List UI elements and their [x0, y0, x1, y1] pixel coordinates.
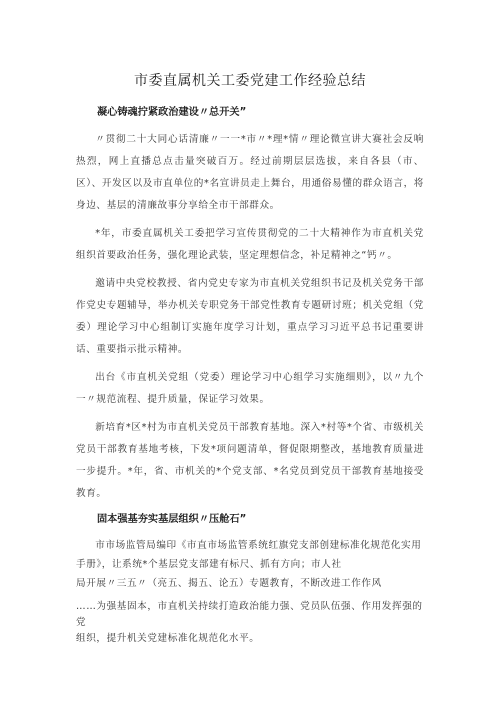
paragraph-7-line-1: ……为强基固本，市直机关持续打造政治能力强、党员队伍强、作用发挥强的党: [76, 601, 423, 628]
paragraph-3: 邀请中央党校教授、省内党史专家为市直机关党组织书记及机关党务干部作党史专题辅导，举办机关专职党务干部党性教育专题研讨班；机关党组（党委）理论学习中心组制订实施年度学习计划，重点学习习近平总书记重要讲话、重要指示批示精神。: [76, 278, 424, 355]
section-heading-political: 凝心铸魂拧紧政治建设〃总开关”: [97, 107, 247, 118]
paragraph-2: *年，市委直属机关工委把学习宣传贯彻党的二十大精神作为市直机关党组织首要政治任务，强化理论武装，坚定理想信念，补足精神之“钙〃。: [76, 228, 424, 261]
paragraph-1: 〃贯彻二十大同心话清廉〃一一*市〃*理*情〃理论微宣讲大赛社会反响热烈，网上直播总点击量突破百万。经过前期层层选拔，来自各县（市、区）、开发区以及市直单位的*名宣讲员走上舞台，用通俗易懂的群众语言，将身边、基层的清廉故事分享给全市干部群众。: [76, 134, 424, 211]
paragraph-6-line-2: 手册》，让系统*个基层党支部建有标尺、抓有方向；市人社: [76, 559, 342, 570]
paragraph-6-line-1: 市市场监管局编印《市直市场监管系统红旗党支部创建标准化规范化实用: [95, 540, 422, 551]
paragraph-7-line-2: 组织，提升机关党建标准化规范化水平。: [76, 633, 260, 644]
section-heading-grassroots: 固本强基夯实基层组织〃压舱石”: [97, 514, 247, 525]
paragraph-6-line-3: 局开展〃三五〃（亮五、揭五、论五）专题教育，不断改进工作作风: [76, 578, 382, 589]
document-title: 市委直属机关工委党建工作经验总结: [134, 73, 366, 89]
paragraph-4: 出台《市直机关党组（党委）理论学习中心组学习实施细则》，以〃九个一〃规范流程、提升质量，保证学习效果。: [76, 372, 424, 405]
paragraph-5: 新培育*区*村为市直机关党员干部教育基地。深入*村等*个省、市级机关党员干部教育基地考核，下发*项问题清单，督促限期整改，基地教育质量进一步提升。*年，省、市机关的*个党支部、*名党员到党员干部教育基地接受教育。: [76, 422, 424, 499]
